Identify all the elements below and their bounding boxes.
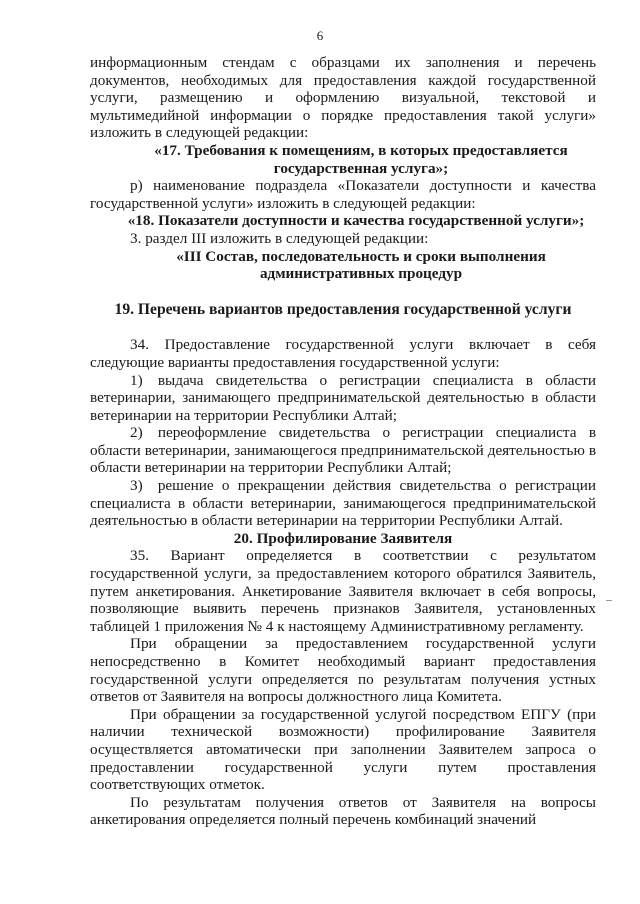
paragraph-epgu: При обращении за государственной услугой посредством ЕПГУ (при наличии технической возможности) профилирование Заявителя осуществляется автоматически при заполнении Заявителем запроса о предоставлении государственной услуги путем проставления соответствующих отметок.	[90, 705, 596, 794]
heading-20: 20. Профилирование Заявителя	[233, 529, 453, 547]
paragraph-35: 35. Вариант определяется в соответствии с результатом государственной услуги, за предоставлением которого обратился Заявитель, путем анкетирования. Анкетирование Заявителя включает в себя вопросы, позволяющие выявить перечень признаков Заявителя, установленных таблицей 1 приложения № 4 к настоящему Административному регламенту.	[90, 547, 596, 635]
document-body	[90, 54, 596, 829]
heading-17: «17. Требования к помещениям, в которых предоставляется государственная услуга»;	[154, 141, 568, 177]
heading-section-iii: «III Состав, последовательность и сроки выполнения административных процедур	[176, 247, 546, 283]
paragraph-komitet: При обращении за предоставлением государственной услуги непосредственно в Комитет необходимый вариант предоставления государственной услуги определяется по результатам получения устных ответов от Заявителя на вопросы должностного лица Комитета.	[90, 635, 596, 706]
paragraph-3: 3. раздел III изложить в следующей редакции:	[130, 229, 429, 247]
paragraph-continuation: информационным стендам с образцами их заполнения и перечень документов, необходимых для предоставления каждой государственной услуги, размещению и оформлению визуальной, текстовой и мультимедийной информации о порядке предоставления такой услуги» изложить в следующей редакции:	[90, 54, 596, 142]
spacer	[90, 318, 596, 336]
page-number: 6	[316, 28, 324, 43]
paragraph-r: р) наименование подраздела «Показатели доступности и качества государственной услуги» изложить в следующей редакции:	[90, 177, 596, 212]
paragraph-34: 34. Предоставление государственной услуги включает в себя следующие варианты предоставления государственной услуги:	[90, 336, 596, 371]
heading-18: «18. Показатели доступности и качества государственной услуги»;	[127, 212, 585, 230]
paragraph-last: По результатам получения ответов от Заявителя на вопросы анкетирования определяется полный перечень комбинаций значений	[90, 793, 596, 829]
list-item-2: 2) переоформление свидетельства о регистрации специалиста в области ветеринарии, занимающегося предпринимательской деятельностью в области ветеринарии на территории Республики Алтай;	[90, 424, 596, 477]
list-item-3: 3) решение о прекращении действия свидетельства о регистрации специалиста в области ветеринарии, занимающегося предпринимательской деятельностью в области ветеринарии на территории Республики Алтай.	[90, 477, 596, 530]
list-item-1: 1) выдача свидетельства о регистрации специалиста в области ветеринарии, занимающего предпринимательской деятельностью в области ветеринарии на территории Республики Алтай;	[90, 371, 596, 424]
margin-mark	[606, 600, 612, 601]
spacer	[90, 283, 596, 301]
heading-19: 19. Перечень вариантов предоставления государственной услуги	[114, 300, 572, 318]
